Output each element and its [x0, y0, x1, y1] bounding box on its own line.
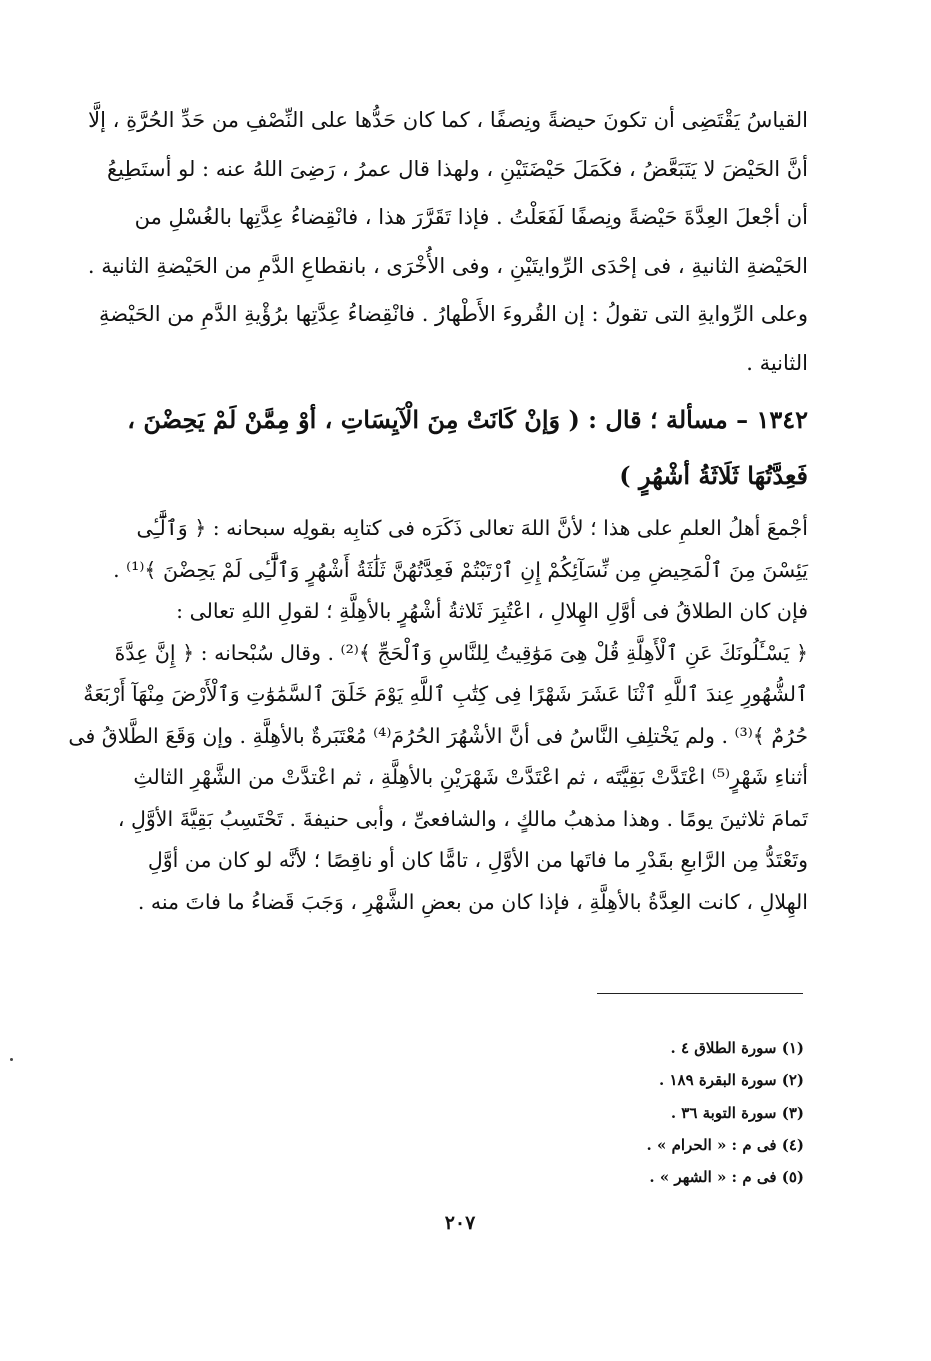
text-line: ﴿ يَسْـَٔلُونَكَ عَنِ ٱلْأَهِلَّةِ قُلْ هِىَ مَوَٰقِيتُ لِلنَّاسِ وَٱلْحَجِّ ﴾⁽²⁾ . وقال سُبْحانه : ﴿ إِنَّ عِدَّةَ — [114, 640, 808, 665]
text-line: وتَعْتَدُّ مِن الرَّابعِ بقَدْرِ ما فاتَها من الأوَّلِ ، تامًّا كان أو ناقِصًا ؛ لأنَّه لو كان من أوَّلِ — [147, 848, 808, 872]
page-number: ٢٠٧ — [444, 1212, 476, 1234]
paragraph-2 — [68, 508, 808, 923]
text-line: تَمامَ ثلاثينَ يومًا . وهذا مذهبُ مالكٍ ، والشافعىِّ ، وأبى حنيفةَ . تَحْتَسِبُ بَقِيَّةَ الأوَّلِ ، — [117, 806, 808, 831]
text-line: يَئِسْنَ مِنَ ٱلْمَحِيضِ مِن نِّسَآئِكُمْ إِنِ ٱرْتَبْتُمْ فَعِدَّتُهُنَّ ثَلَٰثَةُ أَشْهُرٍ وَٱلَّٰٓـِٔى لَمْ يَحِضْنَ ﴾⁽¹⁾ . — [113, 557, 808, 582]
footnote-separator — [597, 993, 803, 994]
footnote: (٣) سورة التوبة ٣٦ . — [670, 1103, 804, 1122]
text-line: أن أجْعلَ العِدَّةَ حَيْضةً ونِصفًا لَفَعَلْتُ . فإذا تَقَرَّرَ هذا ، فانْقِضاءُ عِدَّتِها بالغُسْلِ من — [134, 205, 808, 229]
footnote: (٤) فى م : « الحرام » . — [646, 1135, 804, 1154]
heading-line: فَعِدَّتُهَا ثَلَاثَةُ أشْهُرٍ ) — [619, 461, 808, 490]
text-line: أثناءِ شَهْرٍ⁽⁵⁾ اعْتَدَّتْ بَقِيَّتَه ، ثم اعْتَدَّتْ شَهْرَيْنِ بالأهِلَّةِ ، ثم اعْتدَّتْ من الشَّهْرِ الثالثِ — [133, 765, 808, 789]
scan-speck — [10, 1058, 13, 1061]
paragraph-1 — [87, 96, 808, 387]
text-line: ٱلشُّهُورِ عِندَ ٱللَّهِ ٱثْنَا عَشَرَ شَهْرًا فِى كِتَٰبِ ٱللَّهِ يَوْمَ خَلَقَ ٱلسَّمَٰوَٰتِ وَٱلْأَرْضَ مِنْهَآ أَرْبَعَةٌ — [83, 682, 808, 706]
text-line: أجْمعَ أهلُ العلمِ على هذا ؛ لأنَّ اللهَ تعالى ذَكَرَه فى كتابِه بقولِه سبحانه : ﴿ وَٱلَّٰٓـِٔى — [136, 516, 808, 540]
text-line: أنَّ الحَيْضَ لا يَتَبَعَّضُ ، فكَمَلَ حَيْضَتَيْنِ ، ولهذا قال عمرُ ، رَضِىَ اللهُ عنه : لو أستَطِيعُ — [106, 156, 808, 181]
text-line: الهِلالِ ، كانت العِدَّةُ بالأهِلَّةِ ، فإذا كان من بعضِ الشَّهْرِ ، وَجَبَ قَضاءُ ما فاتَ منه . — [137, 889, 808, 914]
footnotes — [560, 1032, 804, 1193]
issue-heading — [128, 392, 808, 504]
text-line: القياسُ يَقْتَضِى أن تكونَ حيضةً ونِصفًا ، كما كان حَدُّها على النِّصْفِ من حَدِّ الحُرَّةِ ، إلَّا — [88, 108, 808, 132]
footnote: (٥) فى م : « الشهر » . — [649, 1168, 804, 1187]
text-line: الحَيْضةِ الثانيةِ ، فى إحْدَى الرِّوايتَيْنِ ، وفى الأُخْرَى ، بانقطاعِ الدَّمِ من الحَيْضةِ الثانية . — [87, 253, 808, 278]
text-line: فإن كان الطلاقُ فى أوَّلِ الهِلالِ ، اعْتُبِرَ ثَلاثةُ أشْهُرٍ بالأهِلَّةِ ؛ لقولِ اللهِ تعالى : — [176, 599, 808, 623]
heading-line: ١٣٤٢ – مسألة ؛ قال : ( وَإنْ كَانَتْ مِنَ الْآيِسَاتِ ، أوْ مِمَّنْ لَمْ يَحِضْنَ ، — [127, 405, 808, 434]
footnote: (١) سورة الطلاق ٤ . — [670, 1039, 804, 1057]
text-line: الثانية . — [746, 350, 808, 375]
text-line: وعلى الرِّوايةِ التى تقولُ : إن القُروءَ الأَطْهارُ . فانْقِضاءُ عِدَّتِها برُؤْيةِ الدَّمِ من الحَيْضةِ — [99, 302, 808, 326]
footnote: (٢) سورة البقرة ١٨٩ . — [659, 1071, 804, 1090]
text-line: حُرُمٌ ﴾⁽³⁾ . ولم يَخْتلِفِ النَّاسُ فى أنَّ الأشْهُرَ الحُرُمَ⁽⁴⁾ مُعْتَبَرةٌ بالأهِلَّةِ . وإن وَقَعَ الطَّلاقُ فى — [68, 723, 808, 748]
